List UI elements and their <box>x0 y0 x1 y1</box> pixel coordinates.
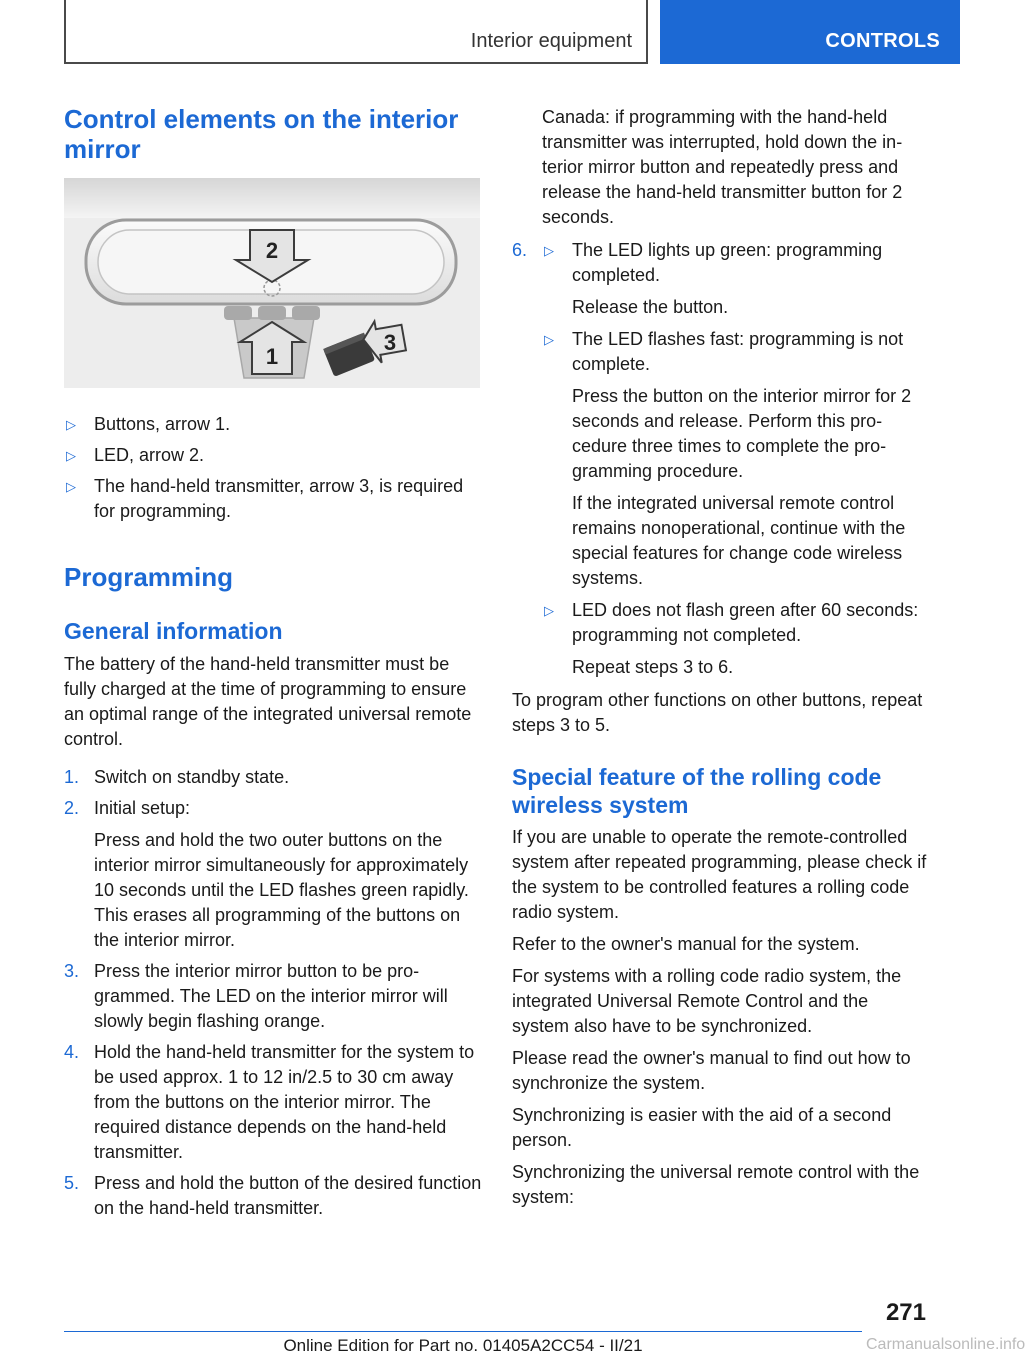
step6-bullet: ▷ The LED flashes fast: programming is not complete. Press the button on the interior mirror for 2 seconds and release. Perform this procedure three times to complete the programming procedure. If the integrated universal remote control remains nonoperational, continue with the special features for change code wireless systems. <box>544 329 912 588</box>
step-item: 5. Press and hold the button of the desired function on the hand-held transmitter. <box>64 1173 482 1218</box>
step-item: 2. Initial setup: Press and hold the two outer buttons on the interior mirror simultaneously for approximately 10 seconds until the LED flashes green rapidly. This erases all programming of the buttons on the interior mirror. <box>64 798 469 950</box>
paragraph: Synchronizing the universal remote control with the system: <box>512 1162 920 1207</box>
triangle-right-icon: ▷ <box>544 243 554 258</box>
section-title: Programming <box>64 562 234 592</box>
page-number: 271 <box>885 1299 926 1326</box>
paragraph: Refer to the owner's manual for the system. <box>512 934 860 954</box>
header-section-title: Interior equipment <box>470 30 632 52</box>
step-item: 4. Hold the hand-held transmitter for the system to be used approx. 1 to 12 in/2.5 to 30 cm away from the buttons on the interior mirror. The required distance depends on the hand-held transmitter. <box>64 1042 475 1162</box>
other-functions-paragraph: To program other functions on other buttons, repeat steps 3 to 5. <box>512 690 923 735</box>
step6-bullet: ▷ The LED lights up green: programming completed. Release the button. <box>544 240 883 317</box>
legend-item: ▷ The hand-held transmitter, arrow 3, is required for programming. <box>66 476 464 521</box>
step-6 <box>512 238 930 680</box>
canada-note: Canada: if programming with the hand-held transmitter was interrupted, hold down the interior mirror button and repeatedly press and release the hand-held transmitter button for 2 seconds. <box>542 107 903 227</box>
mirror-figure <box>64 178 480 388</box>
arrow-2-label: 2 <box>265 238 279 263</box>
footer-edition: Online Edition for Part no. 01405A2CC54 - II/21 <box>283 1336 643 1355</box>
mirror-illustration <box>64 178 480 388</box>
steps-list <box>64 765 482 1221</box>
arrow-3-label: 3 <box>383 330 397 355</box>
special-feature-body <box>512 825 930 1210</box>
step-item: 1. Switch on standby state. <box>64 767 290 787</box>
figure-legend <box>64 412 482 524</box>
watermark-logo: Carmanualsonline.info <box>866 1336 1025 1353</box>
page-title: Control elements on the interior mirror <box>64 104 459 164</box>
intro-paragraph: The battery of the hand-held transmitter must be fully charged at the time of programming to ensure an optimal range of the integrated universal remote control. <box>64 654 472 749</box>
header-chapter-box <box>660 0 960 64</box>
legend-item: ▷ LED, arrow 2. <box>64 443 482 468</box>
triangle-right-icon: ▷ <box>66 417 76 432</box>
paragraph: If you are unable to operate the remote-controlled system after repeated programming, please check if the system to be controlled features a rolling code radio system. <box>512 827 927 922</box>
footer-divider <box>64 1331 862 1332</box>
triangle-right-icon: ▷ <box>66 479 76 494</box>
paragraph: For systems with a rolling code radio system, the integrated Universal Remote Control and the system also have to be synchronized. <box>512 966 902 1036</box>
legend-item: ▷ Buttons, arrow 1. <box>64 412 482 437</box>
special-feature-title: Special feature of the rolling code wireless system <box>512 764 882 818</box>
arrow-1-label: 1 <box>265 344 279 369</box>
triangle-right-icon: ▷ <box>66 448 76 463</box>
header-section-box <box>64 0 648 64</box>
step-item: 6. ▷ The LED lights up green: programming completed. Release the button. ▷ The LED flashes fast: programming is not complete. Press the button on the interior mirror for 2 seconds and release. Perform this procedure three times to complete the programming procedure. If the integrated universal remote control remains nonoperational, continue with the special features for change code wireless systems. ▷ LED does not flash green after 60 seconds: programming not completed. Repeat steps 3 to 6. <box>512 238 930 680</box>
triangle-right-icon: ▷ <box>544 332 554 347</box>
header-chapter-title: CONTROLS <box>825 30 940 52</box>
subsection-title: General information <box>64 618 283 644</box>
step-item: 3. Press the interior mirror button to be programmed. The LED on the interior mirror will slowly begin flashing orange. <box>64 961 448 1031</box>
paragraph: Please read the owner's manual to find out how to synchronize the system. <box>512 1048 911 1093</box>
step6-bullet: ▷ LED does not flash green after 60 seconds: programming not completed. Repeat steps 3 to 6. <box>544 600 919 677</box>
triangle-right-icon: ▷ <box>544 603 554 618</box>
paragraph: Synchronizing is easier with the aid of a second person. <box>512 1105 892 1150</box>
